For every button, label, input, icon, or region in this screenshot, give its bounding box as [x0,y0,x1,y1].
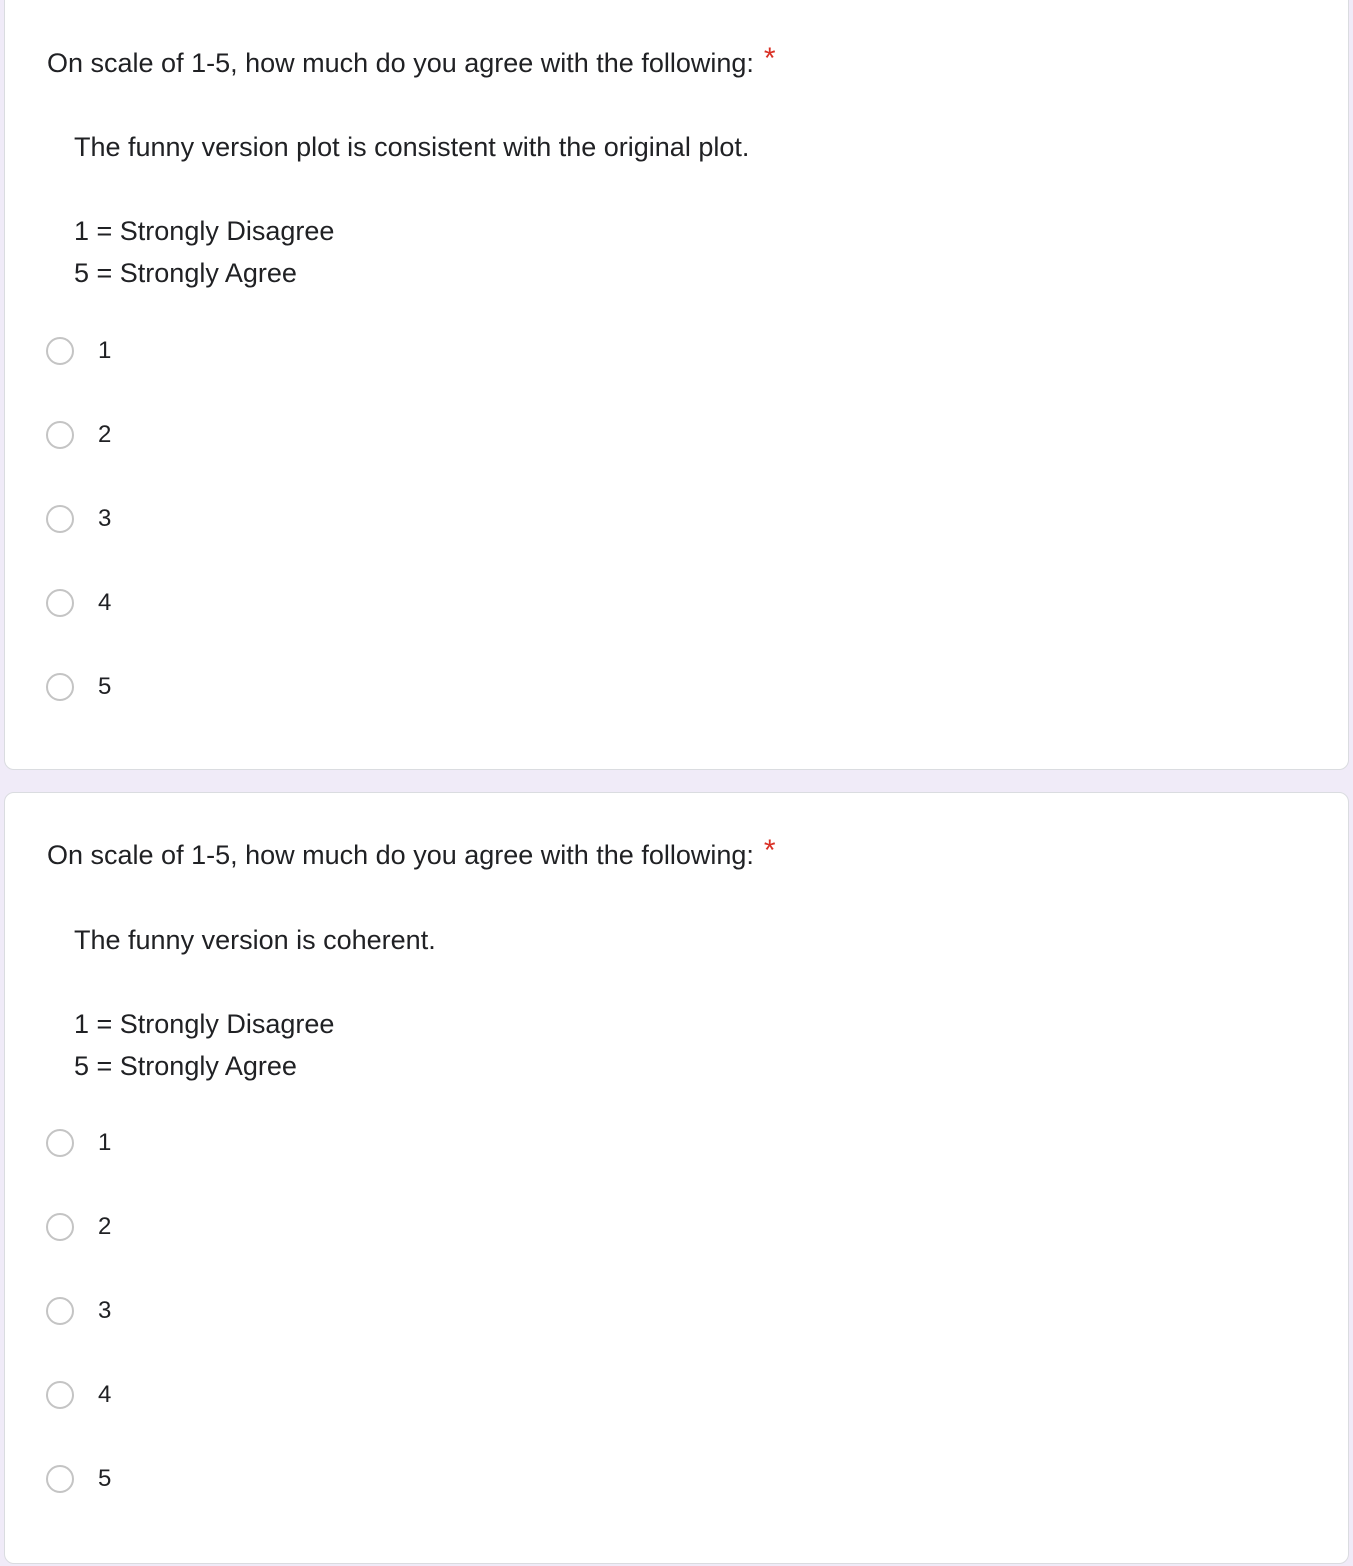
required-asterisk: * [763,834,776,867]
radio-circle[interactable] [46,1213,74,1241]
radio-option-label: 1 [98,337,112,364]
scale-low-text: 1 = Strongly Disagree [74,216,335,246]
radio-option-label: 3 [98,505,112,532]
scale-high-text: 5 = Strongly Agree [74,258,297,288]
question-description [74,919,436,1087]
statement-text: The funny version plot is consistent with the original plot. [74,132,750,162]
radio-circle[interactable] [46,1297,74,1325]
radio-option-label: 2 [98,1213,112,1240]
radio-circle[interactable] [46,1465,74,1493]
radio-circle[interactable] [46,1129,74,1157]
radio-option-label: 3 [98,1297,112,1324]
question-title [47,42,776,79]
radio-option-1[interactable] [46,334,111,368]
radio-option-label: 5 [98,673,112,700]
radio-option-label: 4 [98,1381,112,1408]
radio-option-1[interactable] [46,1126,111,1160]
question-title [47,834,776,871]
question-card-1 [4,0,1349,770]
radio-option-5[interactable] [46,670,111,704]
required-asterisk: * [763,42,776,75]
radio-option-2[interactable] [46,418,111,452]
radio-circle[interactable] [46,421,74,449]
radio-option-label: 4 [98,589,112,616]
radio-option-3[interactable] [46,502,111,536]
radio-option-4[interactable] [46,1378,111,1412]
question-title-text: On scale of 1-5, how much do you agree with the following: [47,48,754,78]
radio-option-label: 2 [98,421,112,448]
radio-option-3[interactable] [46,1294,111,1328]
radio-circle[interactable] [46,673,74,701]
question-title-text: On scale of 1-5, how much do you agree with the following: [47,840,754,870]
question-description [74,126,749,294]
radio-option-5[interactable] [46,1462,111,1496]
scale-low-text: 1 = Strongly Disagree [74,1009,335,1039]
radio-option-2[interactable] [46,1210,111,1244]
radio-option-label: 5 [98,1465,112,1492]
radio-option-4[interactable] [46,586,111,620]
radio-circle[interactable] [46,337,74,365]
radio-circle[interactable] [46,589,74,617]
radio-circle[interactable] [46,1381,74,1409]
statement-text: The funny version is coherent. [74,925,436,955]
question-card-2 [4,792,1349,1564]
radio-option-label: 1 [98,1129,112,1156]
scale-high-text: 5 = Strongly Agree [74,1051,297,1081]
radio-circle[interactable] [46,505,74,533]
